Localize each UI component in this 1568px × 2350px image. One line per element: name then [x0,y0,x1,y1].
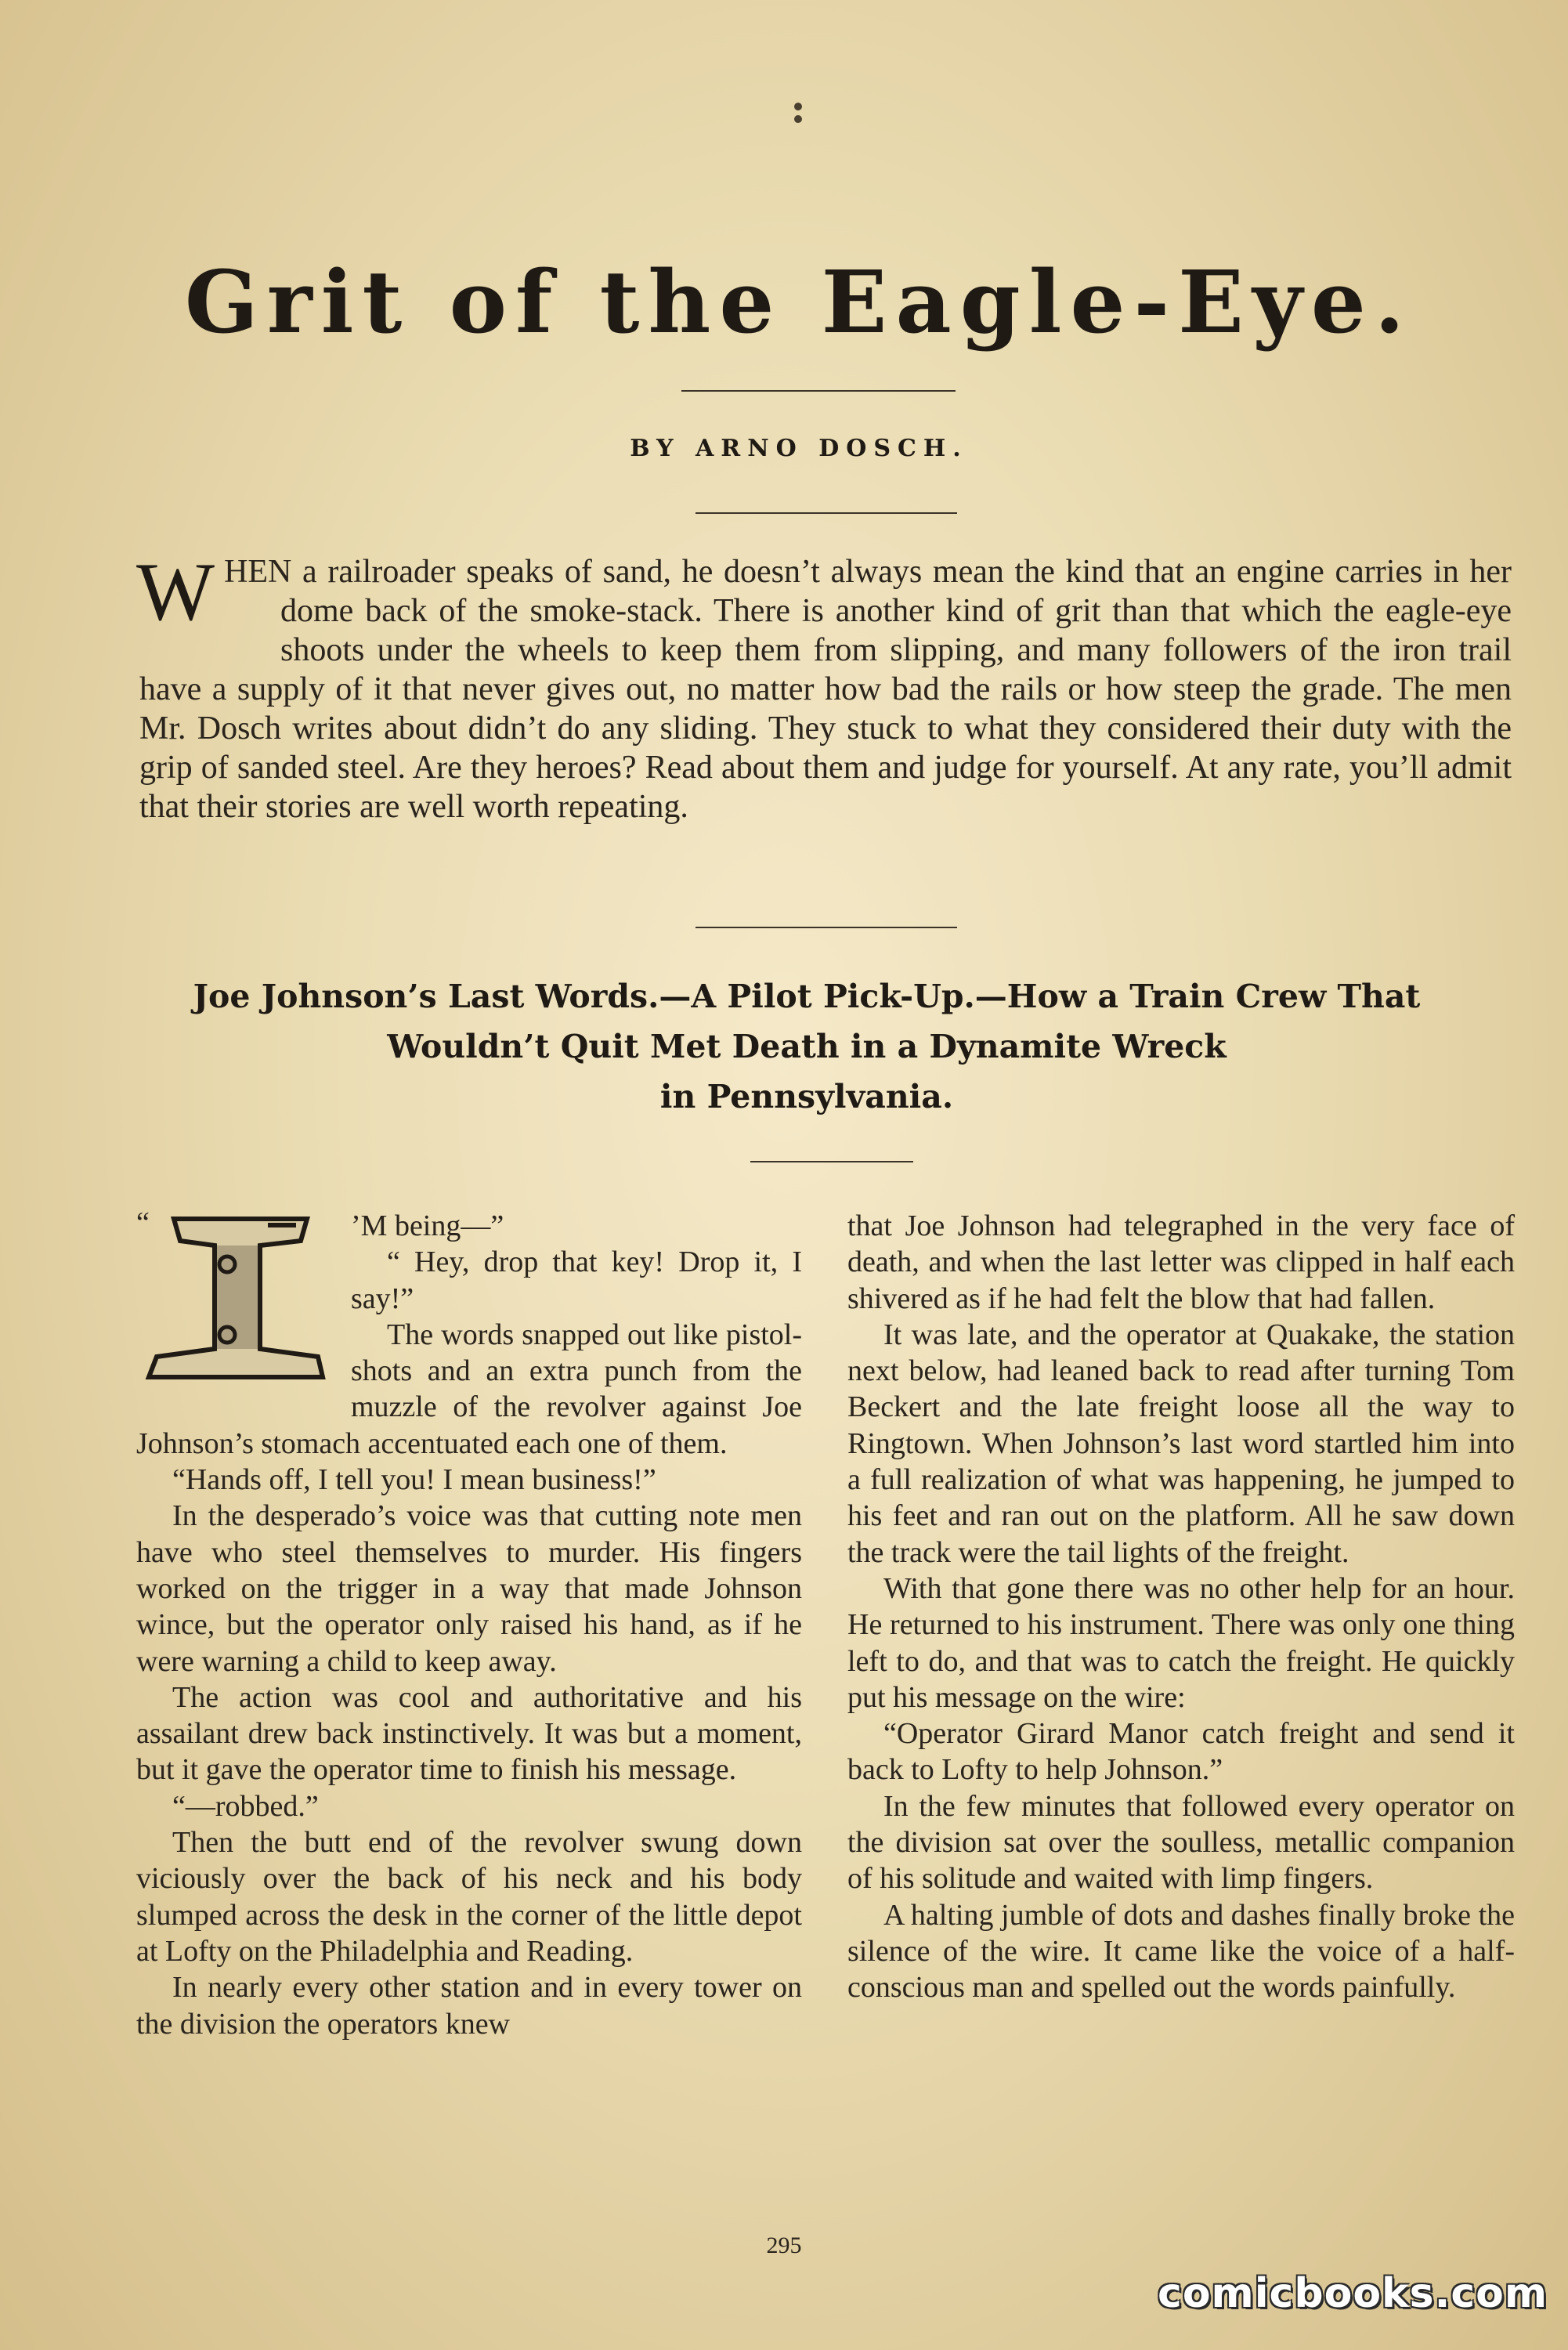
rail-initial-icon [143,1209,338,1386]
left-paragraph-7: “—robbed.” [172,1789,319,1823]
right-paragraph-1: that Joe Johnson had telegraphed in the very face of death, and when the last letter was clipped in half each shivered as if he had felt the blow that had fallen. [847,1209,1515,1315]
right-paragraph-5: In the few minutes that followed every operator on the division sat over the soulless, metallic companion of his solitude and waited with limp fingers. [847,1789,1515,1896]
left-paragraph-6: The action was cool and authoritative and his assailant drew back instinctively. It was but a moment, but it gave the operator time to finish his message. [136,1680,802,1787]
deck-rule [750,1161,913,1162]
column-right [847,1208,1515,2006]
deck-line-1: Joe Johnson’s Last Words.—A Pilot Pick-Up.—How a Train Crew That [193,978,1421,1015]
deck-line-2: Wouldn’t Quit Met Death in a Dynamite Wreck [387,1028,1227,1065]
right-paragraph-4: “Operator Girard Manor catch freight and send it back to Lofty to help Johnson.” [847,1717,1515,1787]
dropcap-quote: “ [136,1206,150,1239]
intro-paragraph [136,546,1512,826]
column-left [136,1208,802,2042]
byline: BY ARNO DOSCH. [630,435,968,462]
intro-text: HEN a railroader speaks of sand, he doesn’t always mean the kind that an engine carries in her dome back of the smoke-stack. There is another kind of grit than that which the eagle-eye shoots under the wheels to keep them from slipping, and many followers of the iron trail have a supply of it that never gives out, no matter how bad the rails or how steep the grade. The men Mr. Dosch writes about didn’t do any sliding. They stuck to what they considered their duty with the grip of sanded steel. Are they heroes? Read about them and judge for yourself. At any rate, you’ll admit that their stories are well worth repeating. [139,554,1512,825]
left-paragraph-3: The words snapped out like pistol-shots and an extra punch from the muzzle of the revolver against Joe Johnson’s stomach accentuated each one of them. [136,1318,802,1460]
intro-rule [695,927,957,928]
deck-subheading [102,971,1512,1122]
right-paragraph-3: With that gone there was no other help for an hour. He returned to his instrument. There was only one thing left to do, and that was to catch the freight. He quickly put his message on the wire: [847,1571,1515,1714]
intro-indent-spacer [139,629,280,668]
page-number: 295 [766,2232,802,2258]
left-paragraph-5: In the desperado’s voice was that cutting note men have who steel themselves to murder. His fingers worked on the trigger in a way that made Johnson wince, but the operator only raised his hand, as if he were warning a child to keep away. [136,1499,802,1678]
left-paragraph-9: In nearly every other station and in every tower on the division the operators knew [136,1971,802,2041]
byline-rule [695,512,957,514]
left-paragraph-4: “Hands off, I tell you! I mean business!” [172,1463,656,1497]
ornamental-dropcap [136,1206,340,1390]
left-paragraph-8: Then the butt end of the revolver swung down viciously over the back of his neck and his body slumped across the desk in the corner of the little depot at Lofty on the Philadelphia and Reading. [136,1826,802,1968]
title-rule [681,390,956,392]
top-ornament [793,98,804,137]
right-paragraph-2: It was late, and the operator at Quakake, the station next below, had leaned back to read after turning Tom Beckert and the late freight loose all the way to Ringtown. When Johnson’s last word startled him into a full realization of what was happening, he jumped to his feet and ran out on the platform. All he saw down the track were the tail lights of the freight. [847,1318,1515,1569]
left-paragraph-2: “ Hey, drop that key! Drop it, I say!” [351,1246,802,1315]
right-paragraph-6: A halting jumble of dots and dashes finally broke the silence of the wire. It came like the voice of a half-conscious man and spelled out the words painfully. [847,1898,1515,2005]
deck-line-3: in Pennsylvania. [659,1078,954,1115]
left-paragraph-1: ’M being—” [351,1209,504,1242]
article-title: Grit of the Eagle-Eye. [184,251,1414,352]
watermark: comicbooks.com [1158,2270,1548,2317]
intro-initial: W [136,546,215,638]
